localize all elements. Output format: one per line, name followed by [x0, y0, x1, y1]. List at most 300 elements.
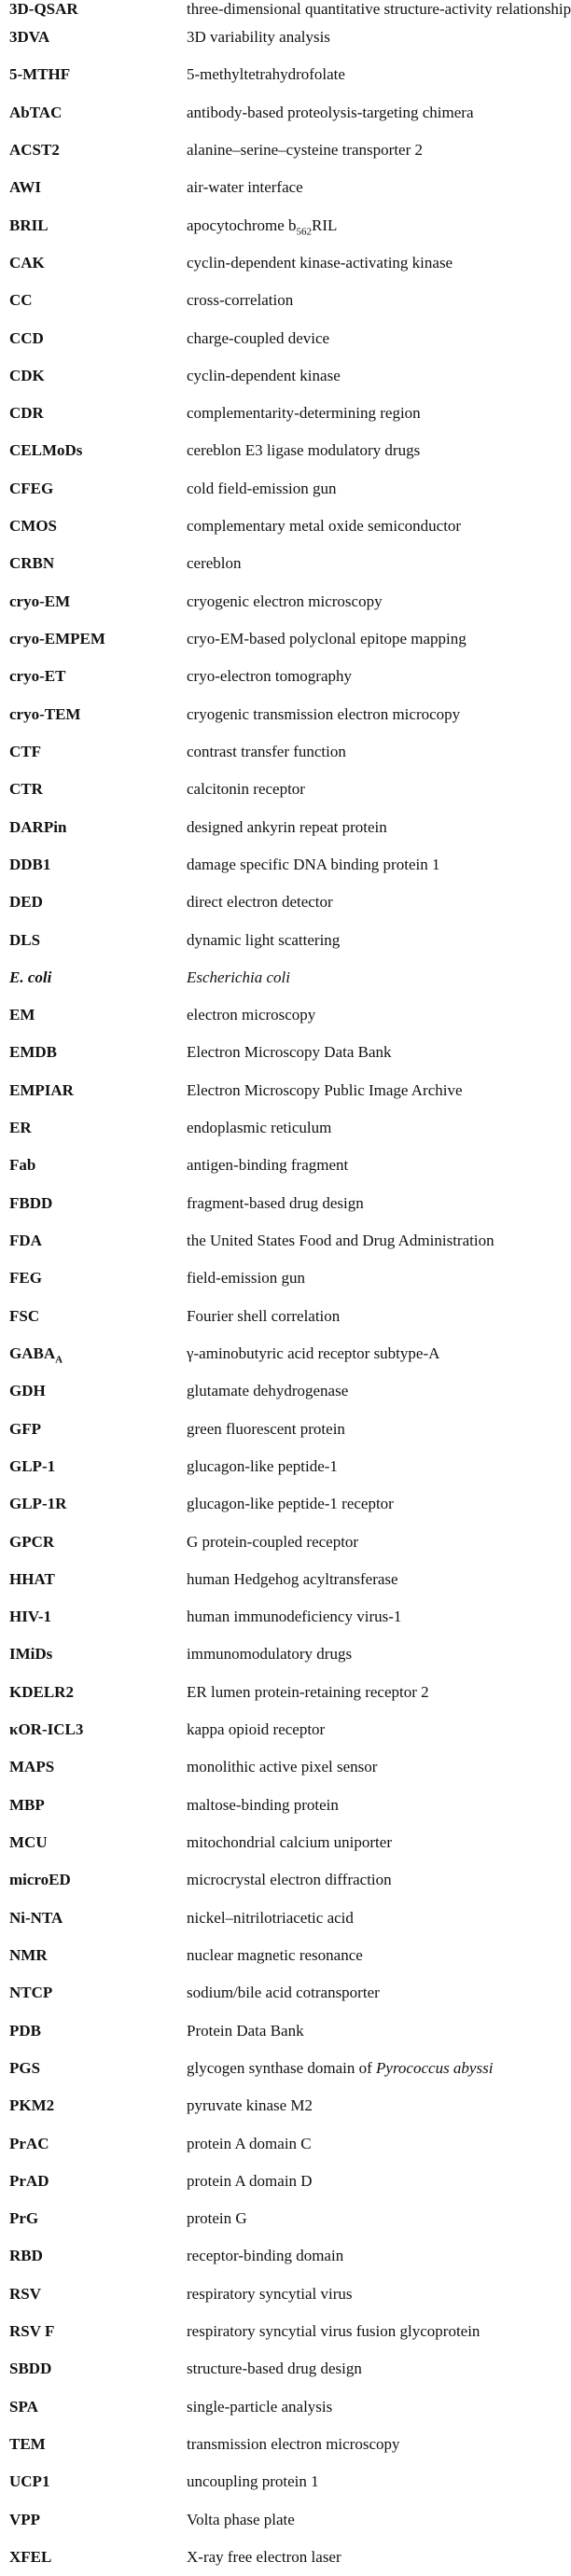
abbreviation-definition-text: cereblon [187, 554, 242, 573]
abbreviation-term [9, 1861, 187, 1899]
abbreviation-term [9, 1900, 187, 1937]
abbreviation-term-text: PrAD [9, 2171, 49, 2190]
abbreviation-definition [187, 2012, 521, 2050]
abbreviation-definition-text: fragment-based drug design [187, 1193, 364, 1212]
abbreviation-term [9, 1787, 187, 1824]
abbreviation-term-text: GLP-1 [9, 1456, 56, 1475]
abbreviation-definition-text: cryo-EM-based polyclonal epitope mapping [187, 630, 467, 647]
abbreviation-row [9, 2050, 521, 2087]
definition-suffix: RIL [312, 216, 338, 234]
abbreviation-definition-text: antibody-based proteolysis-targeting chimera [187, 103, 474, 121]
abbreviation-term [9, 2463, 187, 2500]
abbreviation-term-text: CTF [9, 742, 41, 760]
abbreviation-definition [187, 132, 521, 169]
abbreviation-term-text: GFP [9, 1419, 41, 1438]
abbreviation-definition-text: antigen-binding fragment [187, 1156, 349, 1175]
abbreviation-definition-text: contrast transfer function [187, 742, 346, 760]
abbreviation-row [9, 2087, 521, 2124]
abbreviation-definition [187, 1561, 521, 1598]
abbreviation-term [9, 1485, 187, 1523]
abbreviation-definition-text: Fourier shell correlation [187, 1306, 341, 1325]
abbreviation-term [9, 959, 187, 996]
abbreviation-definition [187, 357, 521, 395]
abbreviation-definition [187, 1448, 521, 1485]
abbreviation-definition-text: complementary metal oxide semiconductor [187, 517, 462, 536]
abbreviation-term [9, 2276, 187, 2313]
abbreviation-definition-text: glutamate dehydrogenase [187, 1382, 349, 1400]
abbreviation-term [9, 1298, 187, 1335]
abbreviation-definition [187, 2350, 521, 2388]
abbreviation-row [9, 432, 521, 469]
abbreviation-row [9, 0, 571, 19]
abbreviation-row [9, 357, 521, 395]
abbreviation-row [9, 2200, 521, 2237]
abbreviation-definition [187, 1109, 521, 1147]
abbreviation-term [9, 1937, 187, 1974]
abbreviation-term [9, 1372, 187, 1410]
abbreviation-definition [187, 0, 571, 19]
abbreviation-definition [187, 1937, 521, 1974]
abbreviation-definition-text: 5-methyltetrahydrofolate [187, 65, 345, 84]
abbreviation-definition-text: cereblon E3 ligase modulatory drugs [187, 441, 421, 460]
abbreviation-row [9, 1524, 521, 1561]
abbreviation-term [9, 922, 187, 959]
abbreviation-term [9, 357, 187, 395]
abbreviation-row [9, 884, 521, 921]
abbreviation-definition-text: designed ankyrin repeat protein [187, 817, 387, 836]
abbreviation-term [9, 94, 187, 132]
abbreviation-definition [187, 1222, 521, 1260]
abbreviation-definition [187, 884, 521, 921]
abbreviation-term [9, 996, 187, 1034]
abbreviation-definition [187, 846, 521, 884]
abbreviation-row [9, 1222, 521, 1260]
abbreviation-row [9, 207, 521, 244]
abbreviation-row [9, 2125, 521, 2163]
abbreviation-term [9, 2313, 187, 2350]
abbreviation-term [9, 1147, 187, 1184]
abbreviation-definition [187, 2388, 521, 2426]
abbreviation-definition-text: air-water interface [187, 178, 303, 197]
abbreviation-definition [187, 1072, 521, 1109]
abbreviation-term-text: SBDD [9, 2360, 52, 2378]
abbreviation-term-text: PKM2 [9, 2096, 55, 2115]
abbreviation-definition [187, 244, 521, 282]
abbreviation-row [9, 1109, 521, 1147]
abbreviation-definition [187, 56, 521, 93]
abbreviation-row [9, 1072, 521, 1109]
abbreviation-definition-text: glucagon-like peptide-1 [187, 1456, 338, 1475]
abbreviation-definition [187, 432, 521, 469]
abbreviation-term [9, 1598, 187, 1636]
abbreviation-definition-text: 3D variability analysis [187, 28, 330, 46]
abbreviation-definition [187, 1034, 521, 1071]
abbreviation-definition [187, 1598, 521, 1636]
abbreviation-term-text: Fab [9, 1156, 36, 1175]
abbreviation-row [9, 545, 521, 582]
abbreviation-definition-text: electron microscopy [187, 1006, 316, 1024]
abbreviation-definition [187, 1335, 521, 1372]
abbreviation-row [9, 1372, 521, 1410]
abbreviation-term [9, 207, 187, 244]
abbreviation-term [9, 884, 187, 921]
abbreviation-row [9, 1861, 521, 1899]
abbreviation-definition [187, 1411, 521, 1448]
abbreviation-term [9, 1109, 187, 1147]
abbreviation-definition-text: protein G [187, 2209, 247, 2228]
abbreviation-definition [187, 809, 521, 846]
abbreviation-term [9, 2050, 187, 2087]
abbreviation-term [9, 1448, 187, 1485]
abbreviation-term-text: GPCR [9, 1532, 55, 1551]
abbreviation-definition-text: transmission electron microscopy [187, 2435, 400, 2453]
abbreviation-definition [187, 1787, 521, 1824]
abbreviation-term-text: NTCP [9, 1984, 53, 2002]
abbreviation-term [9, 470, 187, 508]
abbreviation-term-text: RSV F [9, 2322, 55, 2341]
abbreviation-term-text: CMOS [9, 517, 57, 536]
abbreviation-definition-text: immunomodulatory drugs [187, 1645, 353, 1664]
abbreviation-term [9, 1974, 187, 2012]
abbreviation-term [9, 1636, 187, 1673]
abbreviation-term [9, 583, 187, 620]
abbreviation-term-text: cryo-ET [9, 667, 66, 686]
abbreviation-term-text: FEG [9, 1269, 42, 1288]
abbreviation-term-text: cryo-TEM [9, 704, 81, 723]
abbreviation-definition [187, 1900, 521, 1937]
abbreviation-row [9, 2501, 521, 2539]
abbreviation-term-text: CDR [9, 404, 44, 423]
abbreviation-term [9, 395, 187, 432]
abbreviation-row [9, 922, 521, 959]
abbreviation-row [9, 94, 521, 132]
abbreviation-row [9, 2163, 521, 2200]
abbreviation-row [9, 1900, 521, 1937]
abbreviation-definition [187, 1260, 521, 1297]
abbreviation-row [9, 132, 521, 169]
abbreviation-definition [187, 1674, 521, 1711]
abbreviation-definition-text: the United States Food and Drug Administration [187, 1232, 494, 1249]
abbreviation-definition [187, 2237, 521, 2275]
abbreviation-term [9, 1260, 187, 1297]
abbreviation-term-text: FBDD [9, 1193, 53, 1212]
abbreviation-definition-text: calcitonin receptor [187, 780, 305, 799]
abbreviation-row [9, 1787, 521, 1824]
abbreviation-definition-text: monolithic active pixel sensor [187, 1758, 378, 1776]
abbreviation-term [9, 19, 187, 56]
abbreviation-definition-text: cross-correlation [187, 291, 294, 310]
abbreviation-term-text: IMiDs [9, 1645, 53, 1664]
abbreviation-definition [187, 959, 521, 996]
abbreviation-definition-text: respiratory syncytial virus fusion glycoprotein [187, 2322, 480, 2341]
abbreviation-row [9, 56, 521, 93]
abbreviation-definition [187, 2163, 521, 2200]
abbreviation-definition [187, 1824, 521, 1861]
abbreviation-term-text: EMPIAR [9, 1080, 74, 1099]
abbreviation-term-text: FSC [9, 1306, 40, 1325]
abbreviation-row [9, 583, 521, 620]
abbreviation-term-text: UCP1 [9, 2472, 50, 2491]
abbreviation-definition-text: X-ray free electron laser [187, 2547, 341, 2566]
abbreviation-term-text: MAPS [9, 1758, 55, 1776]
abbreviation-definition [187, 996, 521, 1034]
abbreviation-term [9, 2426, 187, 2463]
abbreviation-definition [187, 620, 521, 658]
abbreviation-term [9, 2125, 187, 2163]
abbreviation-definition [187, 2125, 521, 2163]
abbreviation-definition [187, 2501, 521, 2539]
abbreviation-definition [187, 583, 521, 620]
abbreviation-definition-text: charge-coupled device [187, 328, 330, 347]
abbreviation-definition-text: nuclear magnetic resonance [187, 1945, 363, 1964]
abbreviation-term-text: TEM [9, 2435, 46, 2453]
abbreviation-definition-text: Escherichia coli [187, 968, 290, 986]
abbreviation-row [9, 620, 521, 658]
abbreviation-definition-text: receptor-binding domain [187, 2247, 344, 2265]
abbreviation-term-text: FDA [9, 1232, 42, 1249]
abbreviation-term [9, 2350, 187, 2388]
abbreviation-definition [187, 1636, 521, 1673]
abbreviation-definition-text: direct electron detector [187, 893, 333, 912]
abbreviation-definition-text: three-dimensional quantitative structure-activity relationship [187, 0, 571, 18]
abbreviation-term-text: RSV [9, 2284, 42, 2303]
abbreviation-term-text: AbTAC [9, 103, 63, 121]
abbreviation-definition-text: nickel–nitrilotriacetic acid [187, 1908, 354, 1927]
abbreviation-term [9, 56, 187, 93]
abbreviation-term [9, 1034, 187, 1071]
abbreviation-definition-text: Volta phase plate [187, 2510, 295, 2528]
abbreviation-term-text: AWI [9, 178, 42, 197]
abbreviation-term-text: HHAT [9, 1569, 55, 1588]
abbreviation-term-text: microED [9, 1871, 71, 1889]
abbreviation-definition [187, 2426, 521, 2463]
abbreviation-definition [187, 2313, 521, 2350]
abbreviation-definition [187, 1524, 521, 1561]
abbreviation-definition-text: cold field-emission gun [187, 479, 337, 497]
abbreviation-definition-text: sodium/bile acid cotransporter [187, 1984, 380, 2002]
abbreviation-definition-text: pyruvate kinase M2 [187, 2096, 313, 2115]
abbreviation-term-text: PDB [9, 2021, 41, 2040]
abbreviation-row [9, 320, 521, 357]
abbreviation-definition [187, 696, 521, 733]
abbreviation-definition [187, 320, 521, 357]
abbreviation-term [9, 2501, 187, 2539]
abbreviation-definition-text: endoplasmic reticulum [187, 1119, 332, 1137]
abbreviation-definition-text: kappa opioid receptor [187, 1720, 326, 1739]
abbreviation-definition [187, 771, 521, 808]
abbreviation-term-text: GABA [9, 1344, 56, 1362]
abbreviation-term [9, 2012, 187, 2050]
abbreviation-term-text: PGS [9, 2058, 41, 2077]
abbreviation-row [9, 1147, 521, 1184]
abbreviation-term-text: DLS [9, 930, 41, 949]
abbreviation-term [9, 1674, 187, 1711]
abbreviation-term [9, 2087, 187, 2124]
abbreviation-term [9, 2539, 187, 2576]
abbreviation-definition-text: human immunodeficiency virus-1 [187, 1608, 402, 1626]
abbreviation-term-text: KDELR2 [9, 1682, 74, 1701]
abbreviation-term-text: RBD [9, 2247, 43, 2265]
abbreviation-term [9, 846, 187, 884]
abbreviation-row [9, 1636, 521, 1673]
abbreviation-definition-text: microcrystal electron diffraction [187, 1871, 392, 1889]
abbreviation-definition [187, 1372, 521, 1410]
abbreviation-term [9, 282, 187, 319]
abbreviation-definition [187, 2539, 521, 2576]
abbreviation-definition-text: green fluorescent protein [187, 1419, 345, 1438]
abbreviation-term [9, 620, 187, 658]
abbreviation-term [9, 169, 187, 206]
abbreviation-definition [187, 395, 521, 432]
abbreviation-definition-text: dynamic light scattering [187, 930, 341, 949]
abbreviation-term [9, 771, 187, 808]
abbreviation-term [9, 2237, 187, 2275]
abbreviation-term [9, 1185, 187, 1222]
abbreviation-definition-text: γ-aminobutyric acid receptor subtype-A [187, 1344, 440, 1362]
abbreviation-row [9, 2313, 521, 2350]
abbreviation-term-text: E. coli [9, 968, 52, 986]
definition-italic-species: Pyrococcus abyssi [376, 2058, 494, 2077]
abbreviation-row [9, 2276, 521, 2313]
abbreviation-row [9, 1185, 521, 1222]
abbreviation-term-text: DED [9, 893, 43, 912]
abbreviation-definition-text: cyclin-dependent kinase-activating kinase [187, 253, 453, 272]
abbreviation-term [9, 508, 187, 545]
abbreviation-definition [187, 733, 521, 771]
abbreviation-definition-text: cryogenic transmission electron microcopy [187, 704, 461, 723]
abbreviation-term-text: CC [9, 291, 33, 310]
abbreviation-definition-text: cryogenic electron microscopy [187, 592, 383, 610]
abbreviation-row [9, 169, 521, 206]
abbreviation-definition-text: uncoupling protein 1 [187, 2472, 319, 2491]
abbreviation-definition [187, 2087, 521, 2124]
abbreviation-term [9, 0, 187, 19]
abbreviation-term [9, 1222, 187, 1260]
abbreviation-row [9, 658, 521, 695]
abbreviation-term-subscript: A [55, 1354, 63, 1366]
abbreviation-term-text: EMDB [9, 1043, 57, 1062]
abbreviation-definition [187, 2276, 521, 2313]
abbreviation-definition-text: mitochondrial calcium uniporter [187, 1833, 392, 1851]
abbreviation-term-text: DARPin [9, 817, 67, 836]
abbreviation-row [9, 1674, 521, 1711]
abbreviation-term [9, 1072, 187, 1109]
abbreviation-row [9, 1748, 521, 1786]
abbreviation-definition-text: protein A domain D [187, 2171, 313, 2190]
abbreviation-definition-text: Protein Data Bank [187, 2021, 304, 2040]
abbreviation-definition-text: G protein-coupled receptor [187, 1532, 359, 1551]
abbreviation-definition [187, 1147, 521, 1184]
abbreviation-definition [187, 1298, 521, 1335]
abbreviation-definition [187, 1748, 521, 1786]
abbreviation-term [9, 1748, 187, 1786]
abbreviation-definition [187, 19, 521, 56]
abbreviation-definition-text: protein A domain C [187, 2134, 312, 2152]
abbreviation-term [9, 2163, 187, 2200]
abbreviation-definition-text: glycogen synthase domain of [187, 2058, 377, 2077]
abbreviation-definition-text: human Hedgehog acyltransferase [187, 1569, 398, 1588]
abbreviation-row [9, 1298, 521, 1335]
abbreviation-definition-text: alanine–serine–cysteine transporter 2 [187, 140, 424, 159]
abbreviation-term-text: XFEL [9, 2547, 52, 2566]
abbreviation-row [9, 1485, 521, 1523]
abbreviation-row [9, 1598, 521, 1636]
abbreviation-term [9, 2200, 187, 2237]
abbreviation-term [9, 545, 187, 582]
abbreviation-row [9, 1561, 521, 1598]
abbreviation-term [9, 132, 187, 169]
abbreviation-term-text: CRBN [9, 554, 55, 573]
abbreviation-term [9, 658, 187, 695]
abbreviation-term-text: ACST2 [9, 140, 60, 159]
abbreviation-definition [187, 2463, 521, 2500]
abbreviation-term [9, 1524, 187, 1561]
abbreviation-term-text: CDK [9, 366, 45, 384]
abbreviation-definition-text: complementarity-determining region [187, 404, 421, 423]
abbreviation-term [9, 1711, 187, 1748]
abbreviation-definition-text: Electron Microscopy Data Bank [187, 1043, 392, 1062]
abbreviation-row [9, 2350, 521, 2388]
abbreviation-row [9, 1335, 521, 1372]
abbreviation-definition [187, 169, 521, 206]
abbreviation-term-text: VPP [9, 2510, 41, 2528]
abbreviation-term-text: Ni-NTA [9, 1908, 63, 1927]
abbreviation-row [9, 809, 521, 846]
abbreviation-definition [187, 470, 521, 508]
abbreviation-row [9, 1711, 521, 1748]
abbreviation-definition [187, 508, 521, 545]
abbreviation-row [9, 1260, 521, 1297]
abbreviation-definition [187, 282, 521, 319]
abbreviation-term-text: 3DVA [9, 28, 50, 46]
abbreviation-term-text: MBP [9, 1795, 45, 1814]
abbreviation-term [9, 244, 187, 282]
abbreviation-term-text: CTR [9, 780, 43, 799]
abbreviation-definition [187, 1711, 521, 1748]
abbreviation-row [9, 470, 521, 508]
abbreviation-row [9, 2388, 521, 2426]
abbreviation-term-text: HIV-1 [9, 1608, 52, 1626]
abbreviation-row [9, 2237, 521, 2275]
abbreviation-definition [187, 94, 521, 132]
abbreviation-term-text: cryo-EMPEM [9, 630, 105, 647]
abbreviation-row [9, 733, 521, 771]
abbreviation-term-text: CAK [9, 253, 45, 272]
abbreviation-definition [187, 658, 521, 695]
abbreviation-row [9, 244, 521, 282]
abbreviation-term-text: κOR-ICL3 [9, 1720, 84, 1739]
abbreviation-term-text: DDB1 [9, 855, 51, 873]
abbreviation-definition-text: cyclin-dependent kinase [187, 366, 341, 384]
abbreviation-definition-text: maltose-binding protein [187, 1795, 339, 1814]
abbreviation-term [9, 1824, 187, 1861]
abbreviation-row [9, 1411, 521, 1448]
abbreviation-term-text: PrAC [9, 2134, 49, 2152]
definition-subscript: 562 [296, 225, 313, 237]
abbreviation-term-text: BRIL [9, 216, 49, 234]
abbreviation-definition [187, 922, 521, 959]
abbreviation-definition [187, 1185, 521, 1222]
abbreviation-term-text: NMR [9, 1945, 48, 1964]
abbreviation-row [9, 959, 521, 996]
abbreviation-row [9, 996, 521, 1034]
abbreviation-definition-text: cryo-electron tomography [187, 667, 353, 686]
abbreviation-row [9, 2012, 521, 2050]
abbreviation-definition [187, 1485, 521, 1523]
abbreviation-definition-text: damage specific DNA binding protein 1 [187, 855, 440, 873]
abbreviation-term-text: SPA [9, 2397, 38, 2416]
abbreviation-row [9, 1974, 521, 2012]
